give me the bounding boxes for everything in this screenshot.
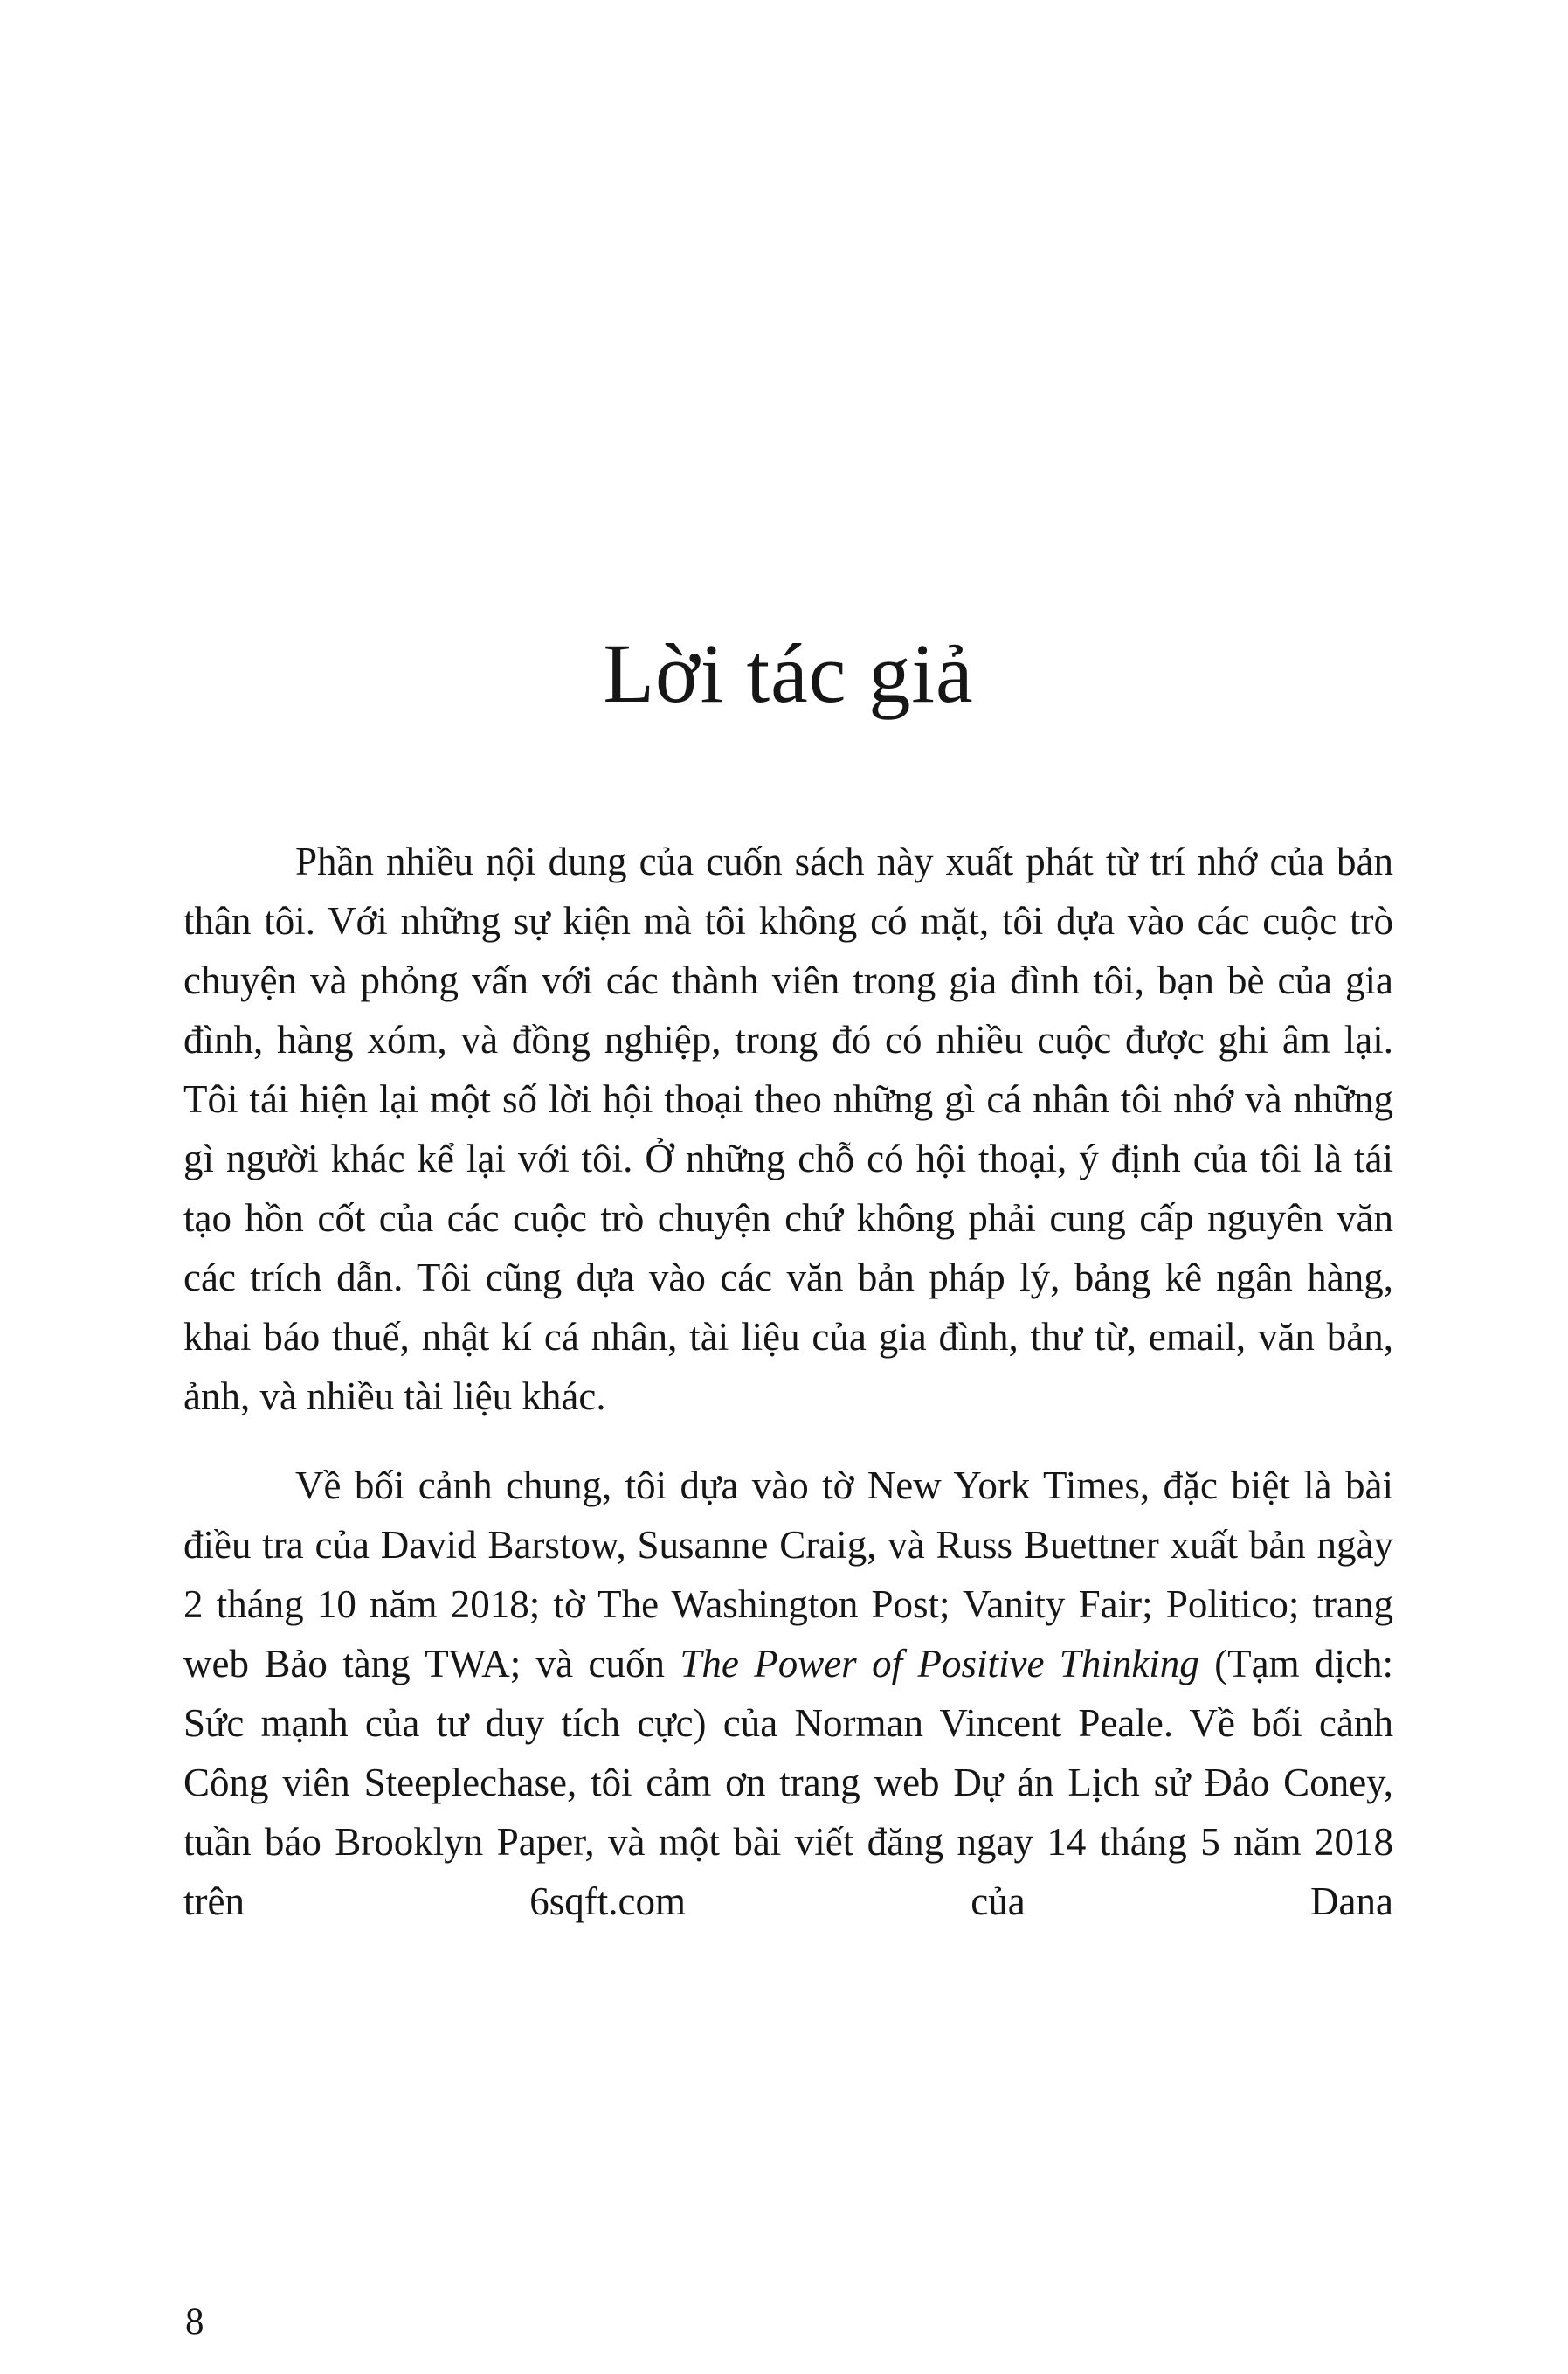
paragraph-2-text-before-italic: Về bối cảnh chung, tôi dựa vào tờ New York Times, đặc biệt là bài điều tra của David Barstow, Susanne Craig, và Russ Buettner xuất bản ngày 2 tháng 10 năm 2018; tờ The Washington Post; Vanity Fair; Politico; trang web Bảo tàng TWA; và cuốn [183,1463,1393,1685]
text-block [183,0,1393,1961]
paragraph-1 [183,832,1393,1426]
page-number: 8 [185,2301,204,2343]
page-title: Lời tác giả [603,626,974,720]
paragraph-2 [183,1456,1393,1931]
paragraph-1-text: Phần nhiều nội dung của cuốn sách này xuất phát từ trí nhớ của bản thân tôi. Với những sự kiện mà tôi không có mặt, tôi dựa vào các cuộc trò chuyện và phỏng vấn với các thành viên trong gia đình tôi, bạn bè của gia đình, hàng xóm, và đồng nghiệp, trong đó có nhiều cuộc được ghi âm lại. Tôi tái hiện lại một số lời hội thoại theo những gì cá nhân tôi nhớ và những gì người khác kể lại với tôi. Ở những chỗ có hội thoại, ý định của tôi là tái tạo hồn cốt của các cuộc trò chuyện chứ không phải cung cấp nguyên văn các trích dẫn. Tôi cũng dựa vào các văn bản pháp lý, bảng kê ngân hàng, khai báo thuế, nhật kí cá nhân, tài liệu của gia đình, thư từ, email, văn bản, ảnh, và nhiều tài liệu khác. [183,839,1393,1418]
paragraph-2-text-after-italic: (Tạm dịch: Sức mạnh của tư duy tích cực) của Norman Vincent Peale. Về bối cảnh Công viên Steeplechase, tôi cảm ơn trang web Dự án Lịch sử Đảo Coney, tuần báo Brooklyn Paper, và một bài viết đăng ngay 14 tháng 5 năm 2018 trên 6sqft.com của Dana [183,1641,1393,1923]
paragraph-2-book-title-italic: The Power of Positive Thinking [680,1641,1199,1685]
